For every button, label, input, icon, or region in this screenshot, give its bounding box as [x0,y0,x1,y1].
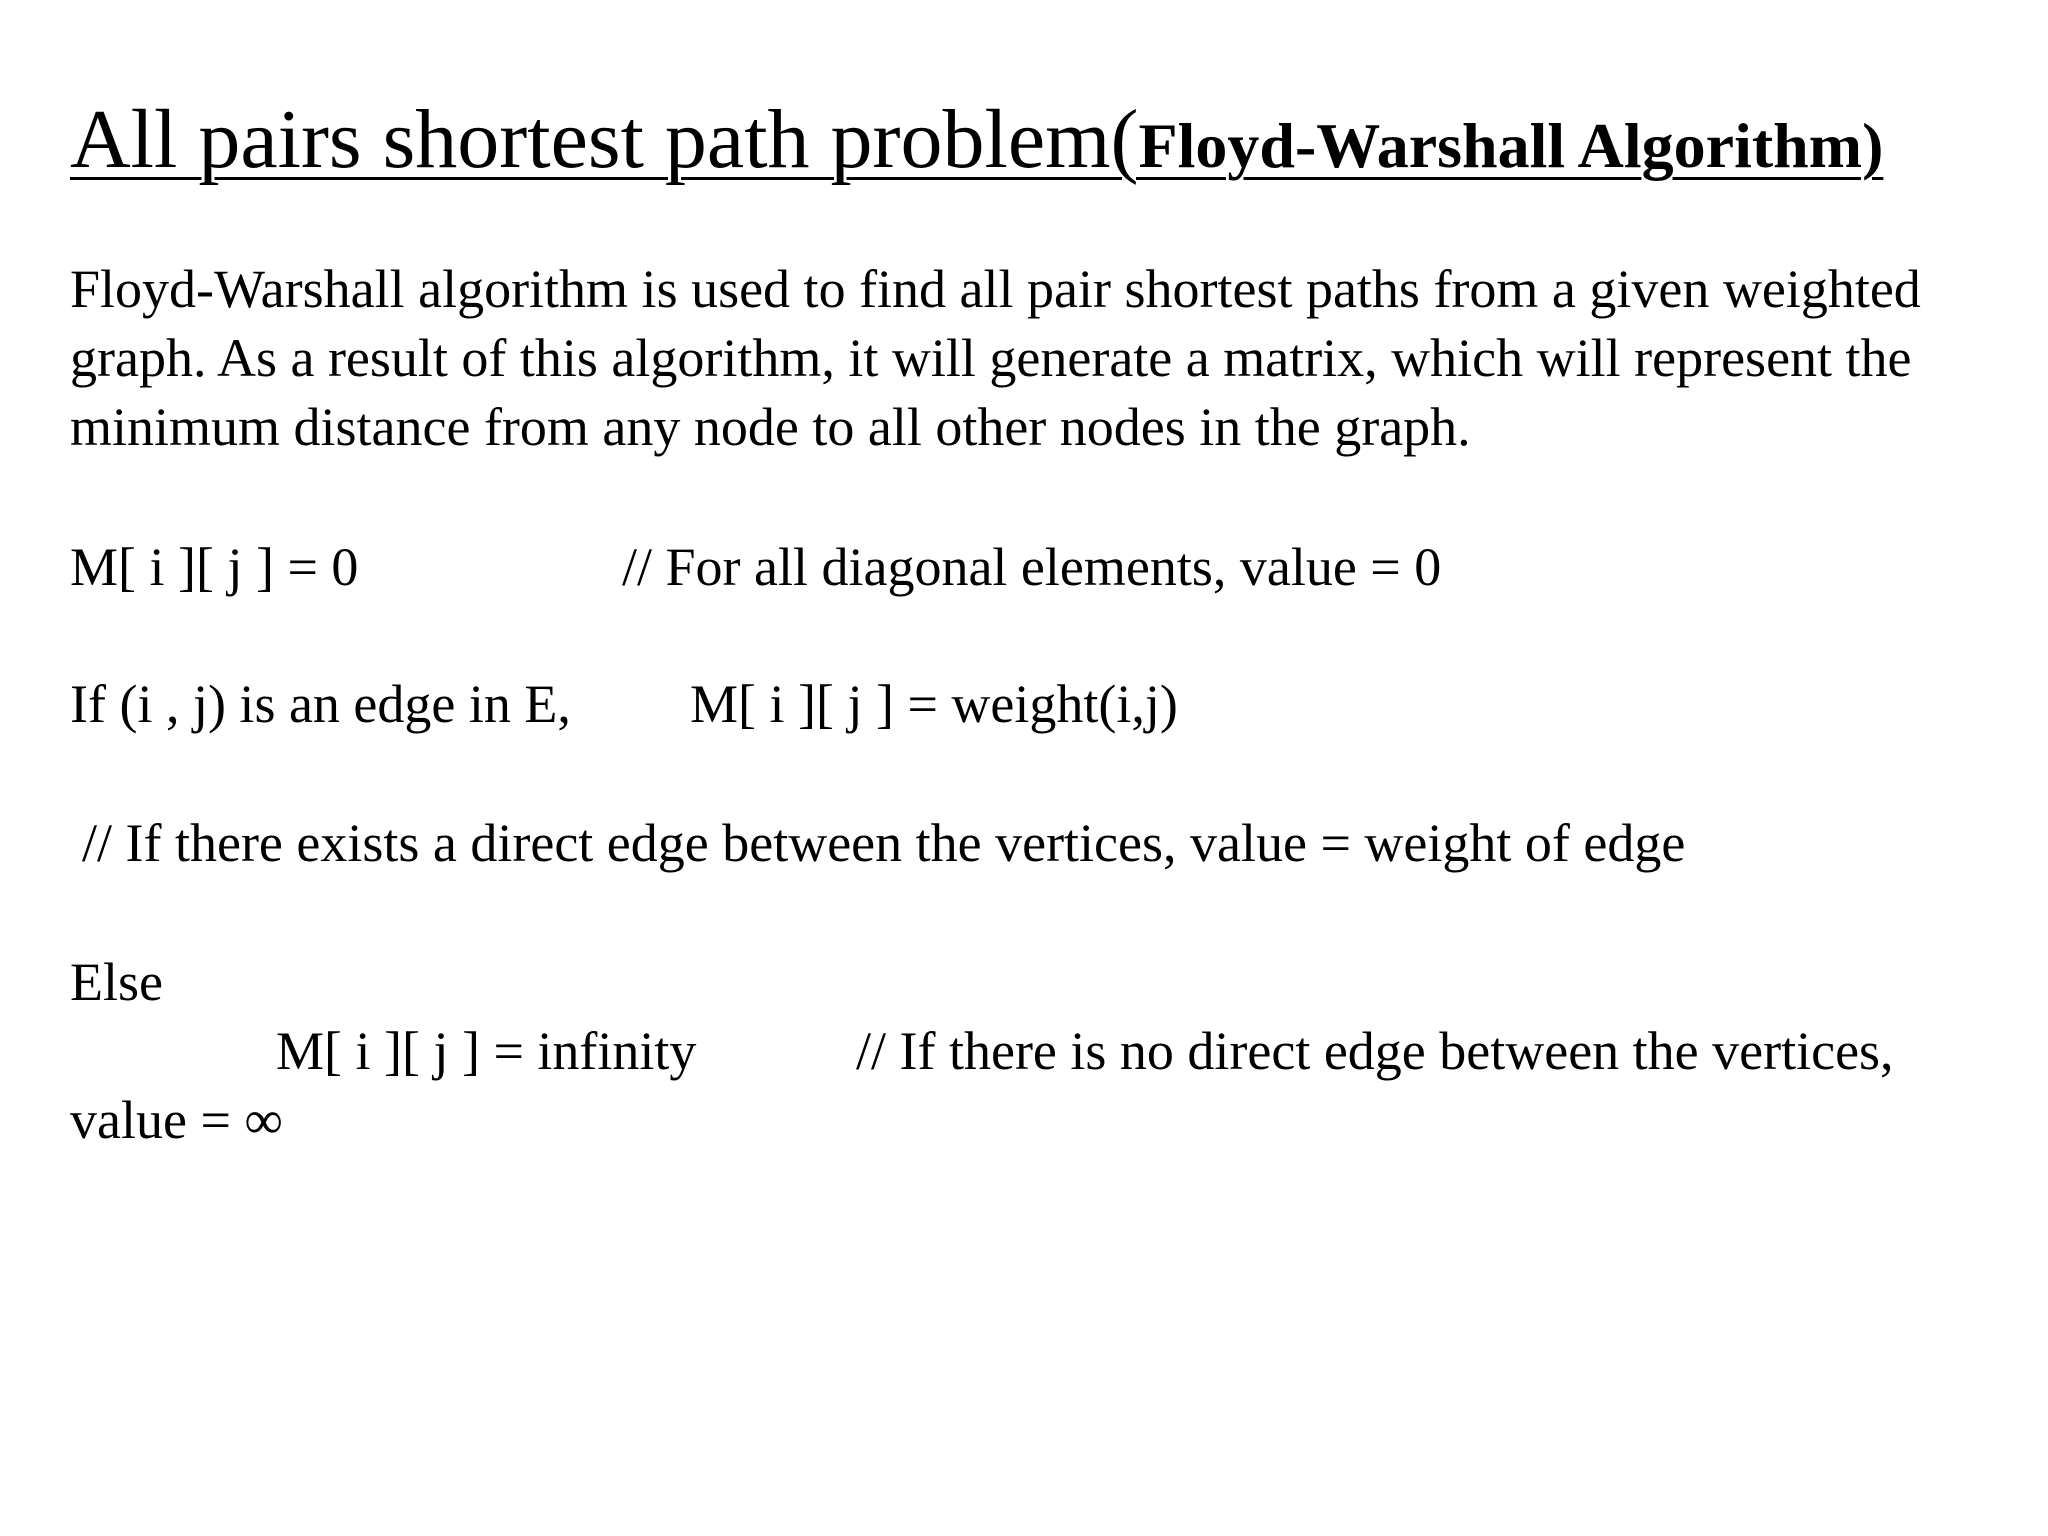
else-label: Else [70,952,163,1012]
diagonal-code: M[ i ][ j ] = 0 [70,537,359,597]
diagonal-comment: // For all diagonal elements, value = 0 [622,537,1442,597]
title-algorithm-name: Floyd-Warshall Algorithm) [1138,110,1884,181]
edge-comment: // If there exists a direct edge between the vertices, value = weight of edge [82,813,1686,873]
title-main: All pairs shortest path problem( [70,93,1139,186]
edge-code: M[ i ][ j ] = weight(i,j) [690,674,1178,734]
infinity-comment-continuation: value = ∞ [70,1090,283,1150]
infinity-code: M[ i ][ j ] = infinity [276,1021,697,1081]
slide-title [70,93,1884,186]
edge-condition: If (i , j) is an edge in E, [70,674,571,734]
infinity-comment: // If there is no direct edge between the vertices, [856,1021,1894,1081]
intro-paragraph: Floyd-Warshall algorithm is used to find all pair shortest paths from a given weighted graph. As a result of this algorithm, it will generate a matrix, which will represent the minimum distance from any node to all other nodes in the graph. [70,259,1921,457]
